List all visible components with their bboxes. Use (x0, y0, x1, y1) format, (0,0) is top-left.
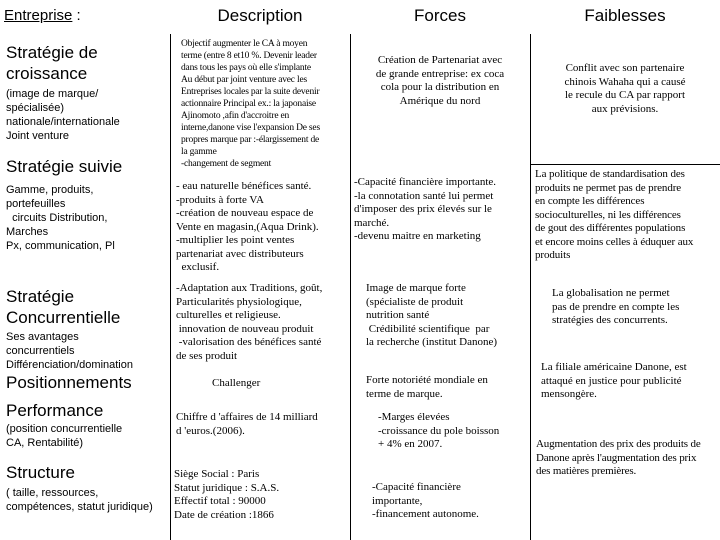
faiblesses-suivie: La politique de standardisation des produits ne permet pas de prendre en compte les différences socioculturelles, ni les différences de gout des différentes populations et encore moins celles à éduquer aux produits (535, 168, 694, 261)
structure-sub: ( taille, ressources, compétences, statut juridique) (6, 487, 153, 513)
desc-croissance: Objectif augmenter le CA à moyen terme (entre 8 et10 %. Devenir leader dans tous les pays où elle s'implante Au début par joint venture avec les Entreprises locales par la suite devenir actionnaire Principal ex.: la japonaise Ajinomoto ,afin d'accroitre en interne,danone vise l'expansion De ses propres marque par :-élargissement de la gamme -changement de segment (181, 39, 320, 169)
croissance-sub: (image de marque/ spécialisée) nationale/internationale Joint venture (6, 88, 120, 142)
row-divider (530, 164, 720, 165)
header-entreprise: Entreprise : (4, 7, 81, 24)
forces-concurrentielle: Image de marque forte (spécialiste de produit nutrition santé Crédibilité scientifique par la recherche (institut Danone) (366, 282, 498, 348)
forces-positionnements: Forte notoriété mondiale en terme de marque. (366, 374, 488, 400)
desc-performance: Chiffre d 'affaires de 14 milliard d 'euros.(2006). (176, 411, 318, 437)
column-divider-2 (350, 34, 351, 540)
header-forces: Forces (414, 6, 466, 25)
forces-performance: -Marges élevées -croissance du pole boisson + 4% en 2007. (378, 411, 500, 450)
forces-suivie: -Capacité financière importante. -la connotation santé lui permet d'imposer des prix élevés sur le marché. -devenu maitre en marketing (354, 176, 497, 242)
header-description: Description (217, 6, 303, 25)
header-faiblesses: Faiblesses (584, 6, 666, 25)
section-strategie-suivie: Stratégie suivie Gamme, produits, portefeuilles circuits Distribution, Marches Px, communication, Pl (6, 156, 166, 253)
concurrentielle-sub: Ses avantages concurrentiels Différenciation/domination (6, 331, 133, 371)
suivie-sub: Gamme, produits, portefeuilles circuits Distribution, Marches Px, communication, Pl (6, 184, 115, 252)
desc-concurrentielle: -Adaptation aux Traditions, goût, Particularités physiologique, culturelles et religieuse. innovation de nouveau produit -valorisation des bénéfices santé de ses produit (176, 282, 323, 362)
faiblesses-performance: Augmentation des prix des produits de Danone après l'augmentation des prix des matières premières. (536, 438, 701, 477)
forces-croissance: Création de Partenariat avec de grande entreprise: ex coca cola pour la distribution en Amérique du nord (375, 54, 505, 107)
desc-suivie: - eau naturelle bénéfices santé. -produits à forte VA -création de nouveau espace de Vente en magasin,(Aqua Drink). -multiplier les point ventes partenariat avec distributeurs exclusif. (176, 180, 319, 273)
section-structure: Structure ( taille, ressources, compétences, statut juridique) (6, 462, 172, 514)
section-strategie-croissance: Stratégie de croissance (image de marque/ spécialisée) nationale/internationale Joint venture (6, 42, 166, 143)
forces-structure: -Capacité financière importante, -financement autonome. (372, 481, 479, 520)
column-divider-3 (530, 34, 531, 540)
faiblesses-concurrentielle: La globalisation ne permet pas de prendre en compte les stratégies des concurrents. (552, 287, 680, 326)
performance-sub: (position concurrentielle CA, Rentabilité) (6, 423, 123, 449)
faiblesses-croissance: Conflit avec son partenaire chinois Wahaha qui a causé le recule du CA par rapport aux prévisions. (564, 62, 686, 115)
faiblesses-positionnements: La filiale américaine Danone, est attaqué en justice pour publicité mensongère. (541, 361, 687, 400)
section-positionnements: Positionnements (6, 373, 132, 392)
desc-positionnements: Challenger (212, 377, 261, 389)
section-strategie-concurrentielle: Stratégie Concurrentielle Ses avantages concurrentiels Différenciation/domination (6, 286, 166, 372)
section-performance: Performance (position concurrentielle CA, Rentabilité) (6, 400, 166, 450)
desc-structure: Siège Social : Paris Statut juridique : S.A.S. Effectif total : 90000 Date de création :1866 (174, 468, 280, 521)
header-entreprise-label: Entreprise (4, 7, 73, 24)
